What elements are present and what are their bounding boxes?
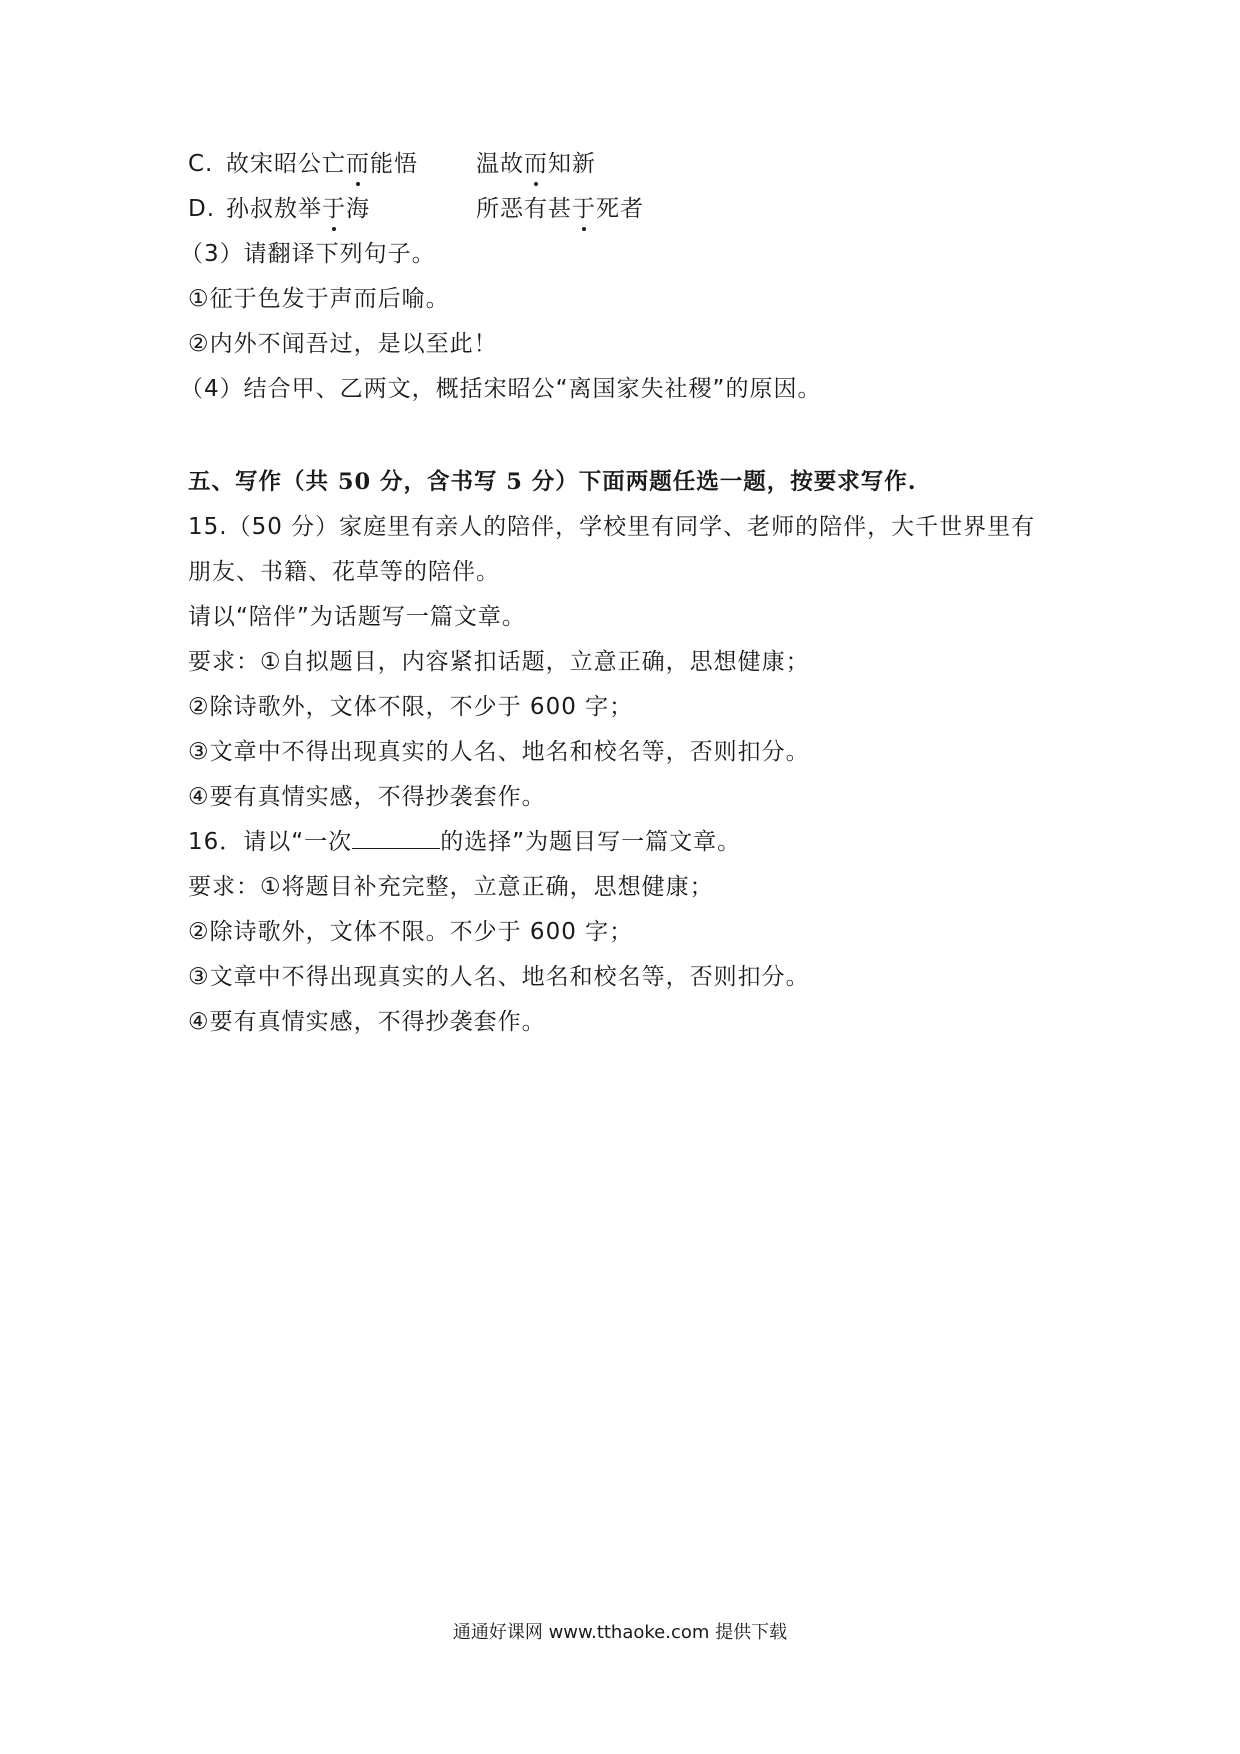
q15-requirement-1: 要求：①自拟题目，内容紧扣话题，立意正确，思想健康； (188, 649, 810, 675)
q16-requirement-1: 要求：①将题目补充完整，立意正确，思想健康； (188, 874, 714, 900)
q15-requirement-4: ④要有真情实感，不得抄袭套作。 (188, 784, 546, 810)
option-d-sentence-a (226, 193, 476, 225)
option-c-b-pre: 温故 (476, 151, 524, 177)
option-d-a-post: 海 (346, 196, 370, 222)
option-d-label: D. (188, 196, 216, 222)
option-c-label: C. (188, 151, 214, 177)
option-d-sentence-b (476, 193, 644, 225)
q16-suffix: 的选择”为题目写一篇文章。 (440, 829, 742, 855)
emphasis-dot-char: 于 (572, 193, 596, 225)
option-c-a-post: 能悟 (370, 151, 418, 177)
q15-line-2: 朋友、书籍、花草等的陪伴。 (188, 559, 500, 585)
option-d-b-post: 死者 (596, 196, 644, 222)
option-c-sentence-a (226, 148, 476, 180)
q15-line-1: 15.（50 分）家庭里有亲人的陪伴，学校里有同学、老师的陪伴，大千世界里有 (188, 514, 1036, 540)
emphasis-dot-char: 于 (322, 193, 346, 225)
fill-in-blank (352, 826, 440, 849)
q16-prefix: 16．请以“一次 (188, 829, 353, 855)
option-c-a-pre: 故宋昭公亡 (226, 151, 346, 177)
q16-requirement-4: ④要有真情实感，不得抄袭套作。 (188, 1009, 546, 1035)
q4-prompt: （4）结合甲、乙两文，概括宋昭公“离国家失社稷”的原因。 (180, 376, 822, 402)
q15-requirement-2: ②除诗歌外，文体不限，不少于 600 字； (188, 694, 634, 720)
q15-requirement-3: ③文章中不得出现真实的人名、地名和校名等，否则扣分。 (188, 739, 810, 765)
option-d (188, 193, 644, 225)
option-d-b-pre: 所恶有甚 (476, 196, 572, 222)
q16-prompt (188, 826, 741, 858)
q3-sentence-2: ②内外不闻吾过，是以至此！ (188, 331, 498, 357)
emphasis-dot-char: 而 (524, 148, 548, 180)
option-d-a-pre: 孙叔敖举 (226, 196, 322, 222)
q3-prompt: （3）请翻译下列句子。 (180, 241, 436, 267)
section-5-heading: 五、写作（共 50 分，含书写 5 分）下面两题任选一题，按要求写作. (188, 469, 917, 495)
q16-requirement-2: ②除诗歌外，文体不限。不少于 600 字； (188, 919, 634, 945)
option-c-b-post: 知新 (548, 151, 596, 177)
q3-sentence-1: ①征于色发于声而后喻。 (188, 286, 450, 312)
page-footer: 通通好课网 www.tthaoke.com 提供下载 (452, 1622, 788, 1643)
option-c (188, 148, 596, 180)
option-c-sentence-b (476, 148, 596, 180)
q16-requirement-3: ③文章中不得出现真实的人名、地名和校名等，否则扣分。 (188, 964, 810, 990)
q15-line-3: 请以“陪伴”为话题写一篇文章。 (188, 604, 526, 630)
emphasis-dot-char: 而 (346, 148, 370, 180)
